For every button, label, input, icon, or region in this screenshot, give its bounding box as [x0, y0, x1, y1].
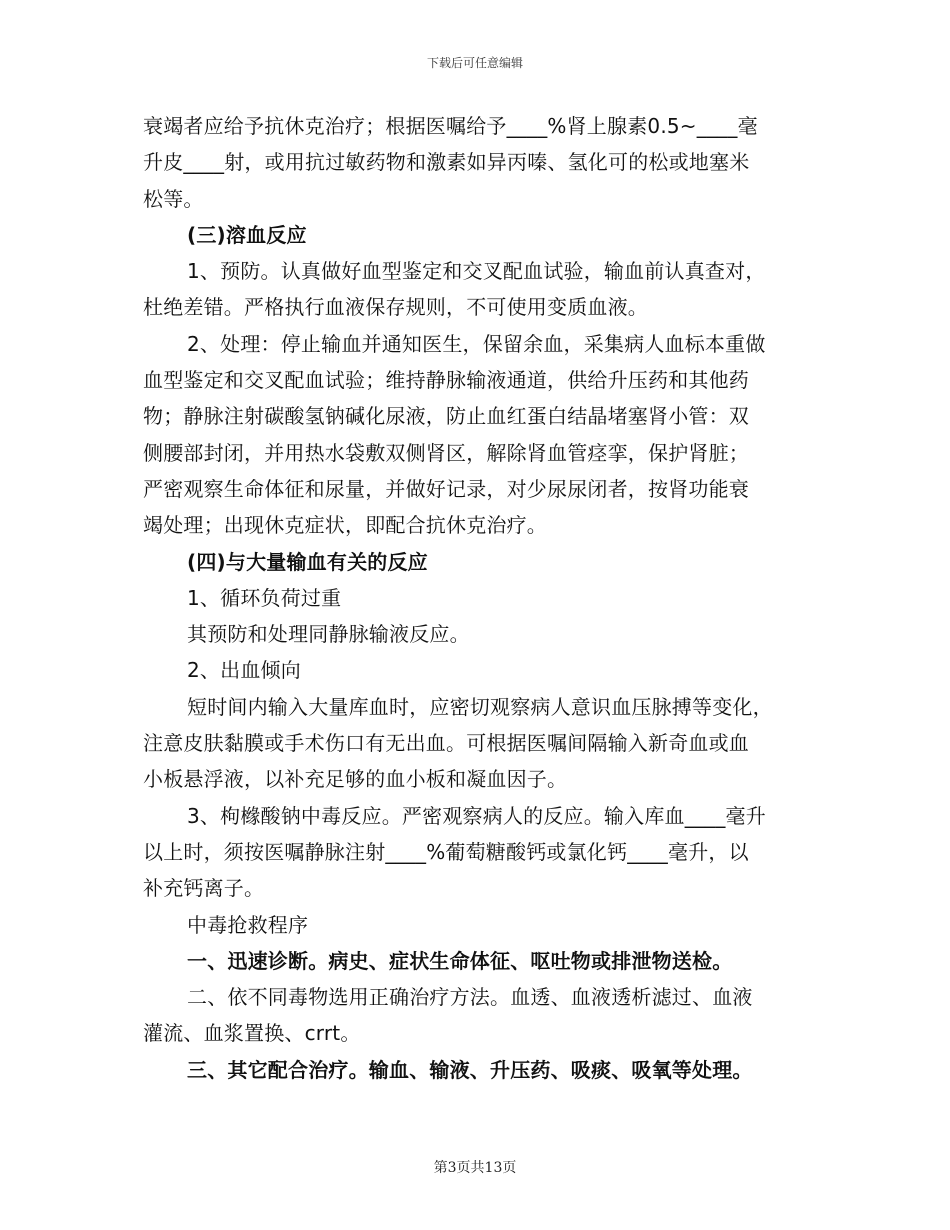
body-line: 2、处理：停止输血并通知医生，保留余血，采集病人血标本重做: [187, 331, 766, 356]
body-line: 杜绝差错。严格执行血液保存规则，不可使用变质血液。: [143, 295, 648, 320]
body-line: 短时间内输入大量库血时，应密切观察病人意识血压脉搏等变化，: [187, 694, 773, 719]
section-heading: 中毒抢救程序: [187, 912, 309, 937]
body-line: 1、预防。认真做好血型鉴定和交叉配血试验，输血前认真查对，: [187, 259, 766, 284]
body-line: 血型鉴定和交叉配血试验；维持静脉输液通道，供给升压药和其他药: [143, 368, 749, 393]
body-line: 侧腰部封闭，并用热水袋敷双侧肾区，解除肾血管痉挛，保护肾脏；: [143, 440, 749, 465]
body-line: 其预防和处理同静脉输液反应。: [187, 622, 470, 647]
body-line: 一、迅速诊断。病史、症状生命体征、呕吐物或排泄物送检。: [187, 948, 733, 973]
body-line: 升皮____射，或用抗过敏药物和激素如异丙嗪、氢化可的松或地塞米: [143, 150, 750, 175]
body-line: 补充钙离子。: [143, 876, 265, 901]
body-line: 物；静脉注射碳酸氢钠碱化尿液，防止血红蛋白结晶堵塞肾小管：双: [143, 404, 749, 429]
body-line: 严密观察生命体征和尿量，并做好记录，对少尿尿闭者，按肾功能衰: [143, 476, 749, 501]
body-line: 灌流、血浆置换、crrt。: [143, 1021, 361, 1046]
section-heading: (三)溶血反应: [187, 222, 307, 247]
body-line: 二、依不同毒物选用正确治疗方法。血透、血液透析滤过、血液: [187, 985, 753, 1010]
body-line: 1、循环负荷过重: [187, 585, 342, 610]
body-line: 以上时，须按医嘱静脉注射____%葡萄糖酸钙或氯化钙____毫升，以: [143, 839, 749, 864]
body-line: 衰竭者应给予抗休克治疗；根据医嘱给予____%肾上腺素0.5~____毫: [143, 114, 758, 138]
body-line: 3、枸橼酸钠中毒反应。严密观察病人的反应。输入库血____毫升: [187, 803, 766, 828]
page-footer: 第3页共13页: [433, 1160, 517, 1176]
body-line: 2、出血倾向: [187, 658, 301, 683]
page-header: 下载后可任意编辑: [426, 56, 523, 70]
document-body: [143, 108, 803, 1088]
body-line: 竭处理；出现休克症状，即配合抗休克治疗。: [143, 513, 547, 538]
body-line: 三、其它配合治疗。输血、输液、升压药、吸痰、吸氧等处理。: [187, 1057, 753, 1082]
section-heading: (四)与大量输血有关的反应: [187, 549, 428, 574]
body-line: 小板悬浮液，以补充足够的血小板和凝血因子。: [143, 767, 568, 792]
body-line: 松等。: [143, 186, 204, 211]
body-line: 注意皮肤黏膜或手术伤口有无出血。可根据医嘱间隔输入新奇血或血: [143, 731, 749, 756]
